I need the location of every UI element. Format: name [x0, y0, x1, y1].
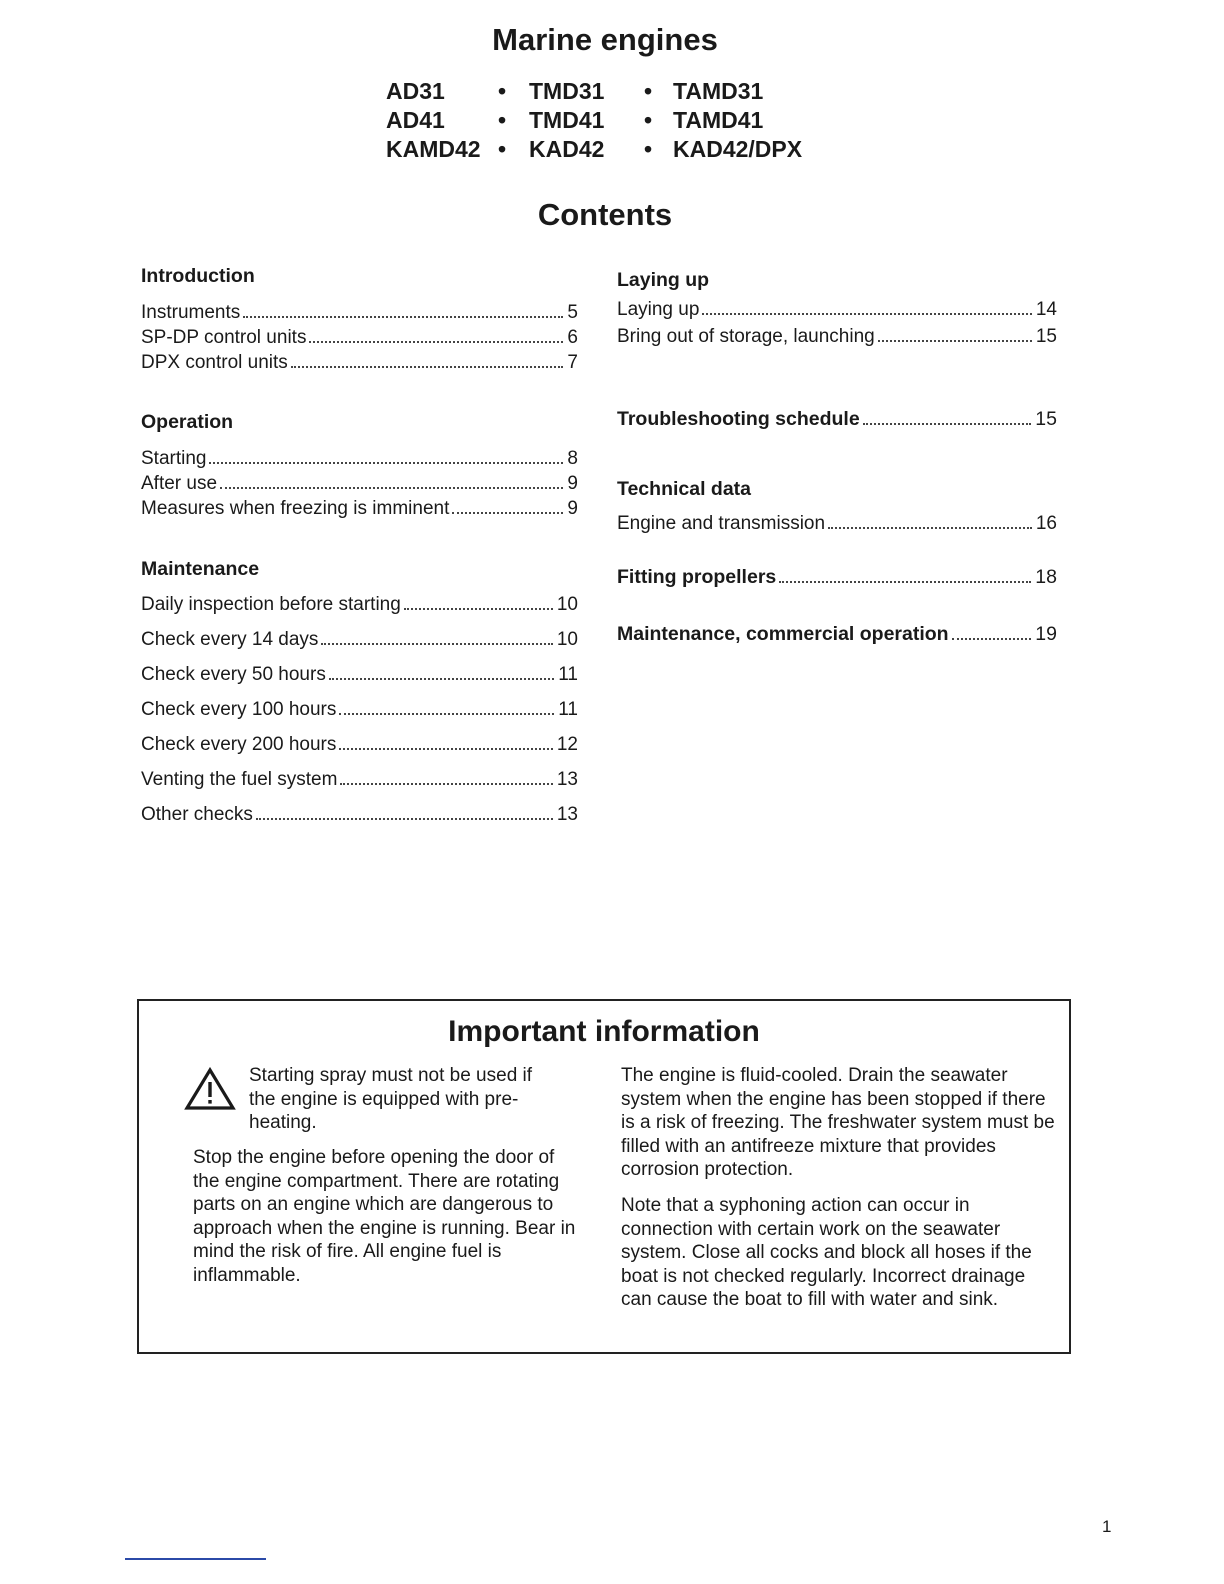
toc-label: Daily inspection before starting: [141, 594, 401, 615]
dot-leader: [702, 313, 1031, 315]
dot-leader: [329, 678, 554, 680]
model-bullet: •: [498, 78, 507, 104]
toc-entry-instruments[interactable]: [141, 300, 578, 325]
model-row-3: [386, 136, 846, 165]
dot-leader: [220, 487, 563, 489]
toc-page: 13: [556, 804, 578, 825]
dot-leader: [452, 512, 563, 514]
section-maintenance-commercial: [617, 622, 1057, 646]
toc-label: Fitting propellers: [617, 566, 777, 588]
toc-entry-measures-freezing[interactable]: [141, 496, 578, 521]
engine-model-list: [386, 78, 846, 165]
toc-label: Other checks: [141, 804, 253, 825]
toc-page: 10: [556, 629, 578, 650]
dot-leader: [404, 608, 553, 610]
model-kamd42: KAMD42: [386, 136, 481, 162]
dot-leader: [952, 638, 1032, 640]
toc-entry-check-100-hours[interactable]: [141, 692, 578, 727]
section-technical-data: [617, 477, 1057, 536]
toc-page: 8: [567, 448, 578, 469]
footer-rule: [125, 1558, 266, 1560]
section-introduction: [141, 264, 578, 375]
dot-leader: [291, 366, 564, 368]
dot-leader: [828, 527, 1032, 529]
toc-label: Bring out of storage, launching: [617, 326, 875, 347]
model-kad42: KAD42: [529, 136, 605, 162]
toc-page: 11: [558, 699, 578, 720]
warning-triangle-icon: [184, 1067, 236, 1111]
toc-label: Maintenance, commercial operation: [617, 623, 949, 645]
warning-starting-spray: Starting spray must not be used if the engine is equipped with pre-heating.: [249, 1065, 533, 1134]
toc-label: Troubleshooting schedule: [617, 408, 860, 430]
important-information-title: Important information: [448, 1015, 760, 1048]
toc-entry-starting[interactable]: [141, 446, 578, 471]
section-operation: [141, 410, 578, 521]
dot-leader: [309, 341, 563, 343]
toc-entry-check-200-hours[interactable]: [141, 727, 578, 762]
toc-page: 5: [567, 302, 578, 323]
toc-page: 10: [556, 594, 578, 615]
toc-entry-sp-dp-control-units[interactable]: [141, 325, 578, 350]
toc-label: Venting the fuel system: [141, 769, 338, 790]
model-tmd41: TMD41: [529, 107, 605, 133]
toc-page: 6: [567, 327, 578, 348]
model-row-2: [386, 107, 846, 136]
toc-label: Starting: [141, 448, 207, 469]
toc-page: 18: [1035, 566, 1057, 588]
dot-leader: [243, 316, 563, 318]
page-number: 1: [1102, 1517, 1112, 1536]
toc-entry-check-14-days[interactable]: [141, 622, 578, 657]
fluid-cooled-text: The engine is fluid-cooled. Drain the seawater system when the engine has been stopped if there is a risk of freezing. The freshwater system must be filled with an antifreeze mixture that provides corrosion protection.: [621, 1065, 1055, 1181]
toc-entry-fitting-propellers[interactable]: [617, 565, 1057, 589]
toc-entry-venting-fuel-system[interactable]: [141, 762, 578, 797]
toc-page: 19: [1035, 623, 1057, 645]
toc-entry-maintenance-commercial[interactable]: [617, 622, 1057, 646]
model-bullet: •: [644, 107, 653, 133]
model-kad42-dpx: KAD42/DPX: [673, 136, 803, 162]
model-bullet: •: [644, 136, 653, 162]
toc-page: 12: [556, 734, 578, 755]
model-bullet: •: [498, 136, 507, 162]
toc-label: Check every 100 hours: [141, 699, 337, 720]
dot-leader: [209, 462, 563, 464]
dot-leader: [779, 581, 1031, 583]
contents-title: Contents: [537, 197, 673, 232]
section-heading: Laying up: [617, 269, 710, 291]
section-laying-up: [617, 268, 1057, 350]
toc-label: SP-DP control units: [141, 327, 307, 348]
toc-page: 14: [1035, 299, 1057, 320]
dot-leader: [878, 340, 1032, 342]
toc-entry-bring-out-of-storage[interactable]: [617, 323, 1057, 350]
toc-entry-after-use[interactable]: [141, 471, 578, 496]
model-ad41: AD41: [386, 107, 445, 133]
section-maintenance: [141, 557, 578, 832]
toc-label: Measures when freezing is imminent: [141, 498, 450, 519]
toc-entry-troubleshooting-schedule[interactable]: [617, 407, 1057, 431]
toc-entry-engine-transmission[interactable]: [617, 511, 1057, 536]
toc-page: 15: [1035, 408, 1057, 430]
toc-entry-dpx-control-units[interactable]: [141, 350, 578, 375]
toc-entry-other-checks[interactable]: [141, 797, 578, 832]
model-row-1: [386, 78, 846, 107]
toc-entry-check-50-hours[interactable]: [141, 657, 578, 692]
important-information-box: [137, 999, 1071, 1354]
syphoning-note-text: Note that a syphoning action can occur in connection with certain work on the seawater system. Close all cocks and block all hoses if the boat is not checked regularly. Incorrect drainage can cause the boat to fill with water and sink.: [621, 1195, 1032, 1311]
model-tamd41: TAMD41: [673, 107, 764, 133]
document-title: Marine engines: [492, 22, 718, 57]
toc-page: 13: [556, 769, 578, 790]
toc-label: Laying up: [617, 299, 700, 320]
dot-leader: [321, 643, 552, 645]
section-heading: Technical data: [617, 478, 752, 500]
toc-page: 7: [567, 352, 578, 373]
section-fitting-propellers: [617, 565, 1057, 589]
model-tamd31: TAMD31: [673, 78, 764, 104]
section-troubleshooting: [617, 407, 1057, 431]
dot-leader: [339, 713, 554, 715]
dot-leader: [863, 423, 1032, 425]
toc-page: 15: [1035, 326, 1057, 347]
toc-page: 16: [1035, 513, 1057, 534]
toc-label: DPX control units: [141, 352, 288, 373]
model-bullet: •: [644, 78, 653, 104]
toc-page: 9: [567, 498, 578, 519]
toc-label: Engine and transmission: [617, 513, 826, 534]
toc-label: Instruments: [141, 302, 241, 323]
toc-entry-laying-up[interactable]: [617, 296, 1057, 323]
toc-page: 11: [558, 664, 578, 685]
toc-label: Check every 200 hours: [141, 734, 337, 755]
dot-leader: [339, 748, 552, 750]
toc-label: Check every 14 days: [141, 629, 319, 650]
section-heading: Introduction: [141, 265, 255, 287]
section-heading: Maintenance: [141, 558, 260, 580]
model-bullet: •: [498, 107, 507, 133]
model-ad31: AD31: [386, 78, 445, 104]
toc-entry-daily-inspection[interactable]: [141, 587, 578, 622]
toc-page: 9: [567, 473, 578, 494]
model-tmd31: TMD31: [529, 78, 605, 104]
stop-engine-text: Stop the engine before opening the door of the engine compartment. There are rotating parts on an engine which are dangerous to approach when the engine is running. Bear in mind the risk of fire. All engine fuel is inflammable.: [193, 1147, 576, 1286]
toc-label: Check every 50 hours: [141, 664, 326, 685]
toc-label: After use: [141, 473, 218, 494]
dot-leader: [340, 783, 552, 785]
section-heading: Operation: [141, 411, 234, 433]
dot-leader: [256, 818, 553, 820]
